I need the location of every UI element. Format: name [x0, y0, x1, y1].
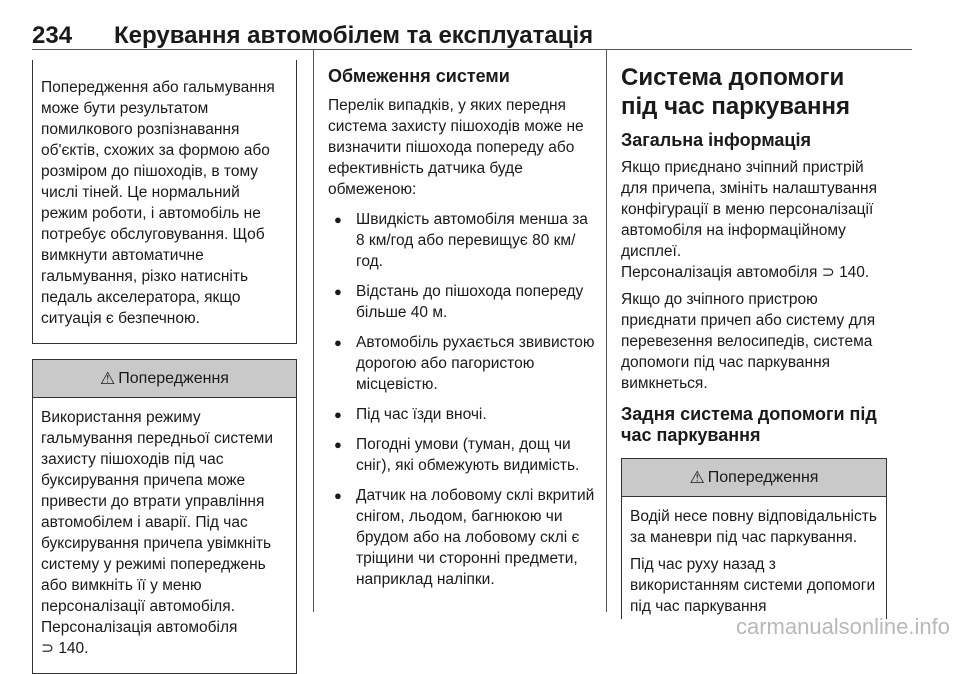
page-number: 234 [32, 22, 73, 49]
warning-box [32, 359, 297, 674]
section-heading: Обмеження системи [328, 66, 510, 86]
list-item: ● Погодні умови (туман, дощ чи сніг), які обмежують видимість. [328, 434, 598, 476]
list-item: ● Швидкість автомобіля менша за 8 км/год або перевищує 80 км/год. [328, 209, 598, 272]
reference-page: 140. [58, 640, 89, 657]
list-item: ● Під час їзди вночі. [328, 404, 598, 425]
reference-text: Персоналізація автомобіля [41, 619, 238, 636]
cross-reference [621, 262, 887, 283]
warning-box-header [622, 459, 886, 497]
warning-box [621, 458, 887, 619]
box-text: Попередження або гальмування може бути результатом помилкового розпізнавання об'єктів, схожих за формою або розміром до пішоходів, в тому числі тіней. Це нормальний режим роботи, і автомобіль не потребує обслуговування. Щоб вимкнути автоматичне гальмування, різко натисніть педаль акселератора, якщо ситуація є безпечною. [41, 79, 275, 327]
warning-title: Попередження [707, 469, 819, 486]
section-title: Система допомоги під час паркування [621, 64, 851, 120]
limitations-list [328, 209, 598, 590]
warning-title: Попередження [118, 370, 229, 387]
intro-text: Перелік випадків, у яких передня система захисту пішоходів може не визначити пішохода попереду або ефективність датчика буде обмеженою: [328, 97, 584, 198]
page-header [32, 22, 912, 50]
column-divider [606, 50, 607, 612]
warning-box-header [33, 360, 296, 398]
box-text: Під час руху назад з використанням системи допомоги під час паркування [630, 556, 876, 615]
box-text: Використання режиму гальмування передньої системи захисту пішоходів під час буксирування причепа може привести до втрати управління автомобілем і аварії. Під час буксирування причепа увімкніть систему у режимі попереджень або вимкніть її у меню персоналізації автомобіля. [41, 409, 273, 615]
left-column [32, 60, 297, 674]
paragraph: Якщо приєднано зчіпний пристрій для причепа, змініть налаштування конфігурації в меню персоналізації автомобіля на інформаційному дисплеї. [621, 159, 877, 260]
warning-triangle-icon: ⚠ [100, 369, 116, 388]
reference-text: Персоналізація автомобіля [621, 264, 818, 281]
list-item: ● Автомобіль рухається звивистою дорогою або пагористою місцевістю. [328, 332, 598, 395]
page-reference-icon: ⊃ [41, 640, 54, 657]
header-rule [32, 49, 912, 50]
cross-reference [41, 617, 288, 659]
column-divider [313, 50, 314, 612]
paragraph: Якщо до зчіпного пристрою приєднати причеп або систему для перевезення велосипедів, система допомоги під час паркування вимкнеться. [621, 291, 876, 392]
middle-column [328, 66, 598, 599]
subheading: Задня система допомоги під час паркування [621, 404, 877, 445]
list-item: ● Відстань до пішохода попереду більше 40 м. [328, 281, 598, 323]
reference-page: 140. [839, 264, 870, 281]
box-text: Водій несе повну відповідальність за маневри під час паркування. [630, 508, 877, 546]
warning-triangle-icon: ⚠ [689, 468, 705, 487]
right-column [621, 63, 887, 619]
subheading: Загальна інформація [621, 130, 811, 150]
list-item: ● Датчик на лобовому склі вкритий снігом, льодом, багнюкою чи брудом або на лобовому склі є тріщини чи сторонні предмети, наприклад наліпки. [328, 485, 598, 590]
warning-box-continued [32, 60, 297, 344]
watermark: carmanualsonline.info [735, 614, 950, 639]
page-title: Керування автомобілем та експлуатація [114, 22, 594, 49]
page-reference-icon: ⊃ [821, 264, 835, 281]
